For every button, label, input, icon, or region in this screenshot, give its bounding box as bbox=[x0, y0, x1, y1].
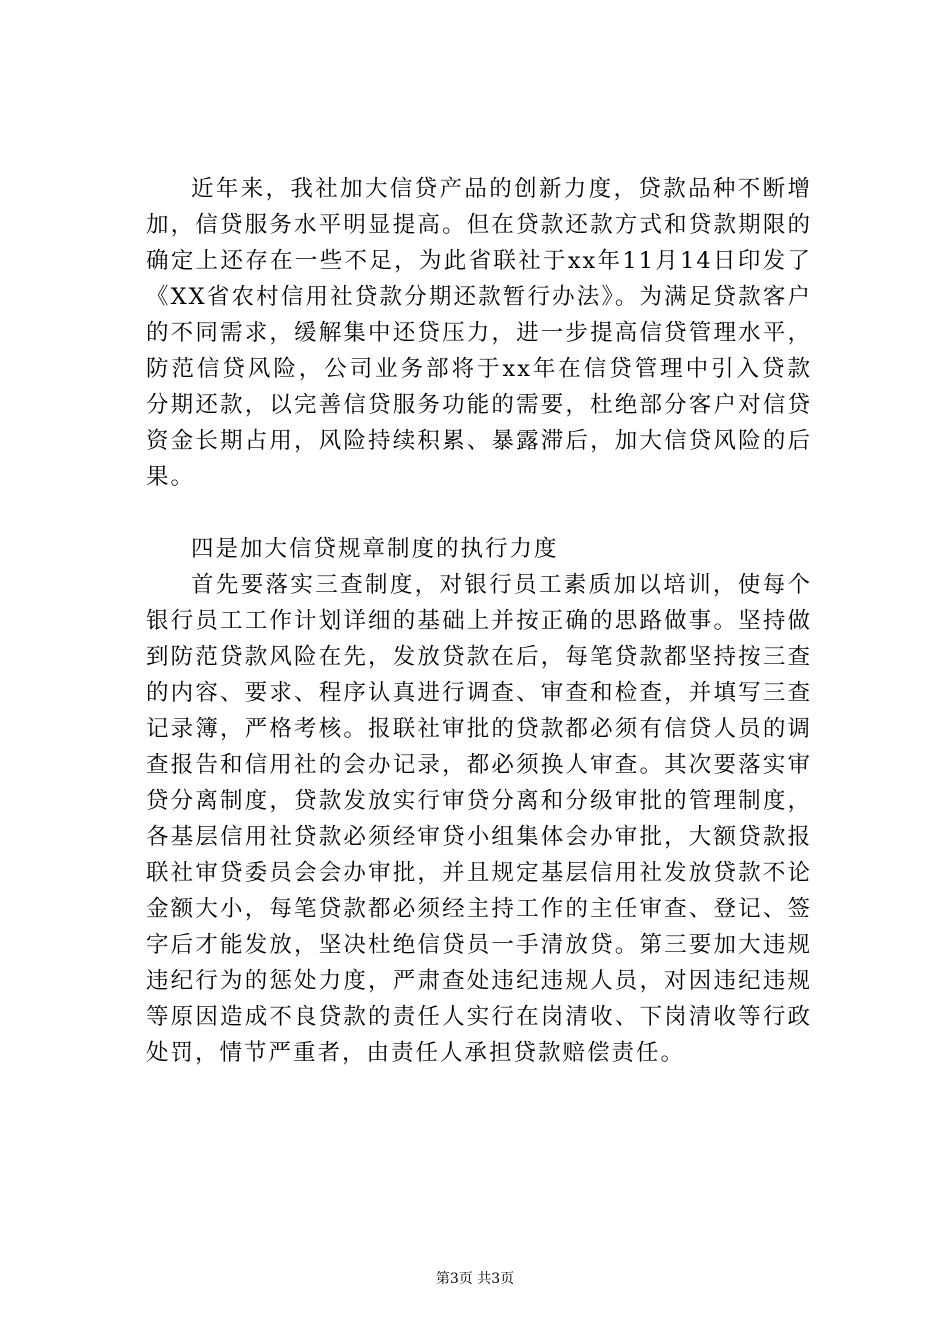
document-body bbox=[146, 171, 812, 1071]
paragraph-credit-rules: 首先要落实三查制度，对银行员工素质加以培训，使每个银行员工工作计划详细的基础上并按正确的思路做事。坚持做到防范贷款风险在先，发放贷款在后，每笔贷款都坚持按三查的内容、要求、程序认真进行调查、审查和检查，并填写三查记录簿，严格考核。报联社审批的贷款都必须有信贷人员的调查报告和信用社的会办记录，都必须换人审查。其次要落实审贷分离制度，贷款发放实行审贷分离和分级审批的管理制度，各基层信用社贷款必须经审贷小组集体会办审批，大额贷款报联社审贷委员会会办审批，并且规定基层信用社发放贷款不论金额大小，每笔贷款都必须经主持工作的主任审查、登记、签字后才能发放，坚决杜绝信贷员一手清放贷。第三要加大违规违纪行为的惩处力度，严肃查处违纪违规人员，对因违纪违规等原因造成不良贷款的责任人实行在岗清收、下岗清收等行政处罚，情节严重者，由责任人承担贷款赔偿责任。 bbox=[146, 572, 812, 1066]
section-heading: 四是加大信贷规章制度的执行力度 bbox=[191, 536, 559, 562]
page-number-footer: 第3页 共3页 bbox=[435, 1271, 515, 1287]
paragraph-loan-installment: 近年来，我社加大信贷产品的创新力度，贷款品种不断增加，信贷服务水平明显提高。但在贷款还款方式和贷款期限的确定上还存在一些不足，为此省联社于xx年11月14日印发了《XX省农村信用社贷款分期还款暂行办法》。为满足贷款客户的不同需求，缓解集中还贷压力，进一步提高信贷管理水平，防范信贷风险，公司业务部将于xx年在信贷管理中引入贷款分期还款，以完善信贷服务功能的需要，杜绝部分客户对信贷资金长期占用，风险持续积累、暴露滞后，加大信贷风险的后果。 bbox=[146, 176, 812, 490]
